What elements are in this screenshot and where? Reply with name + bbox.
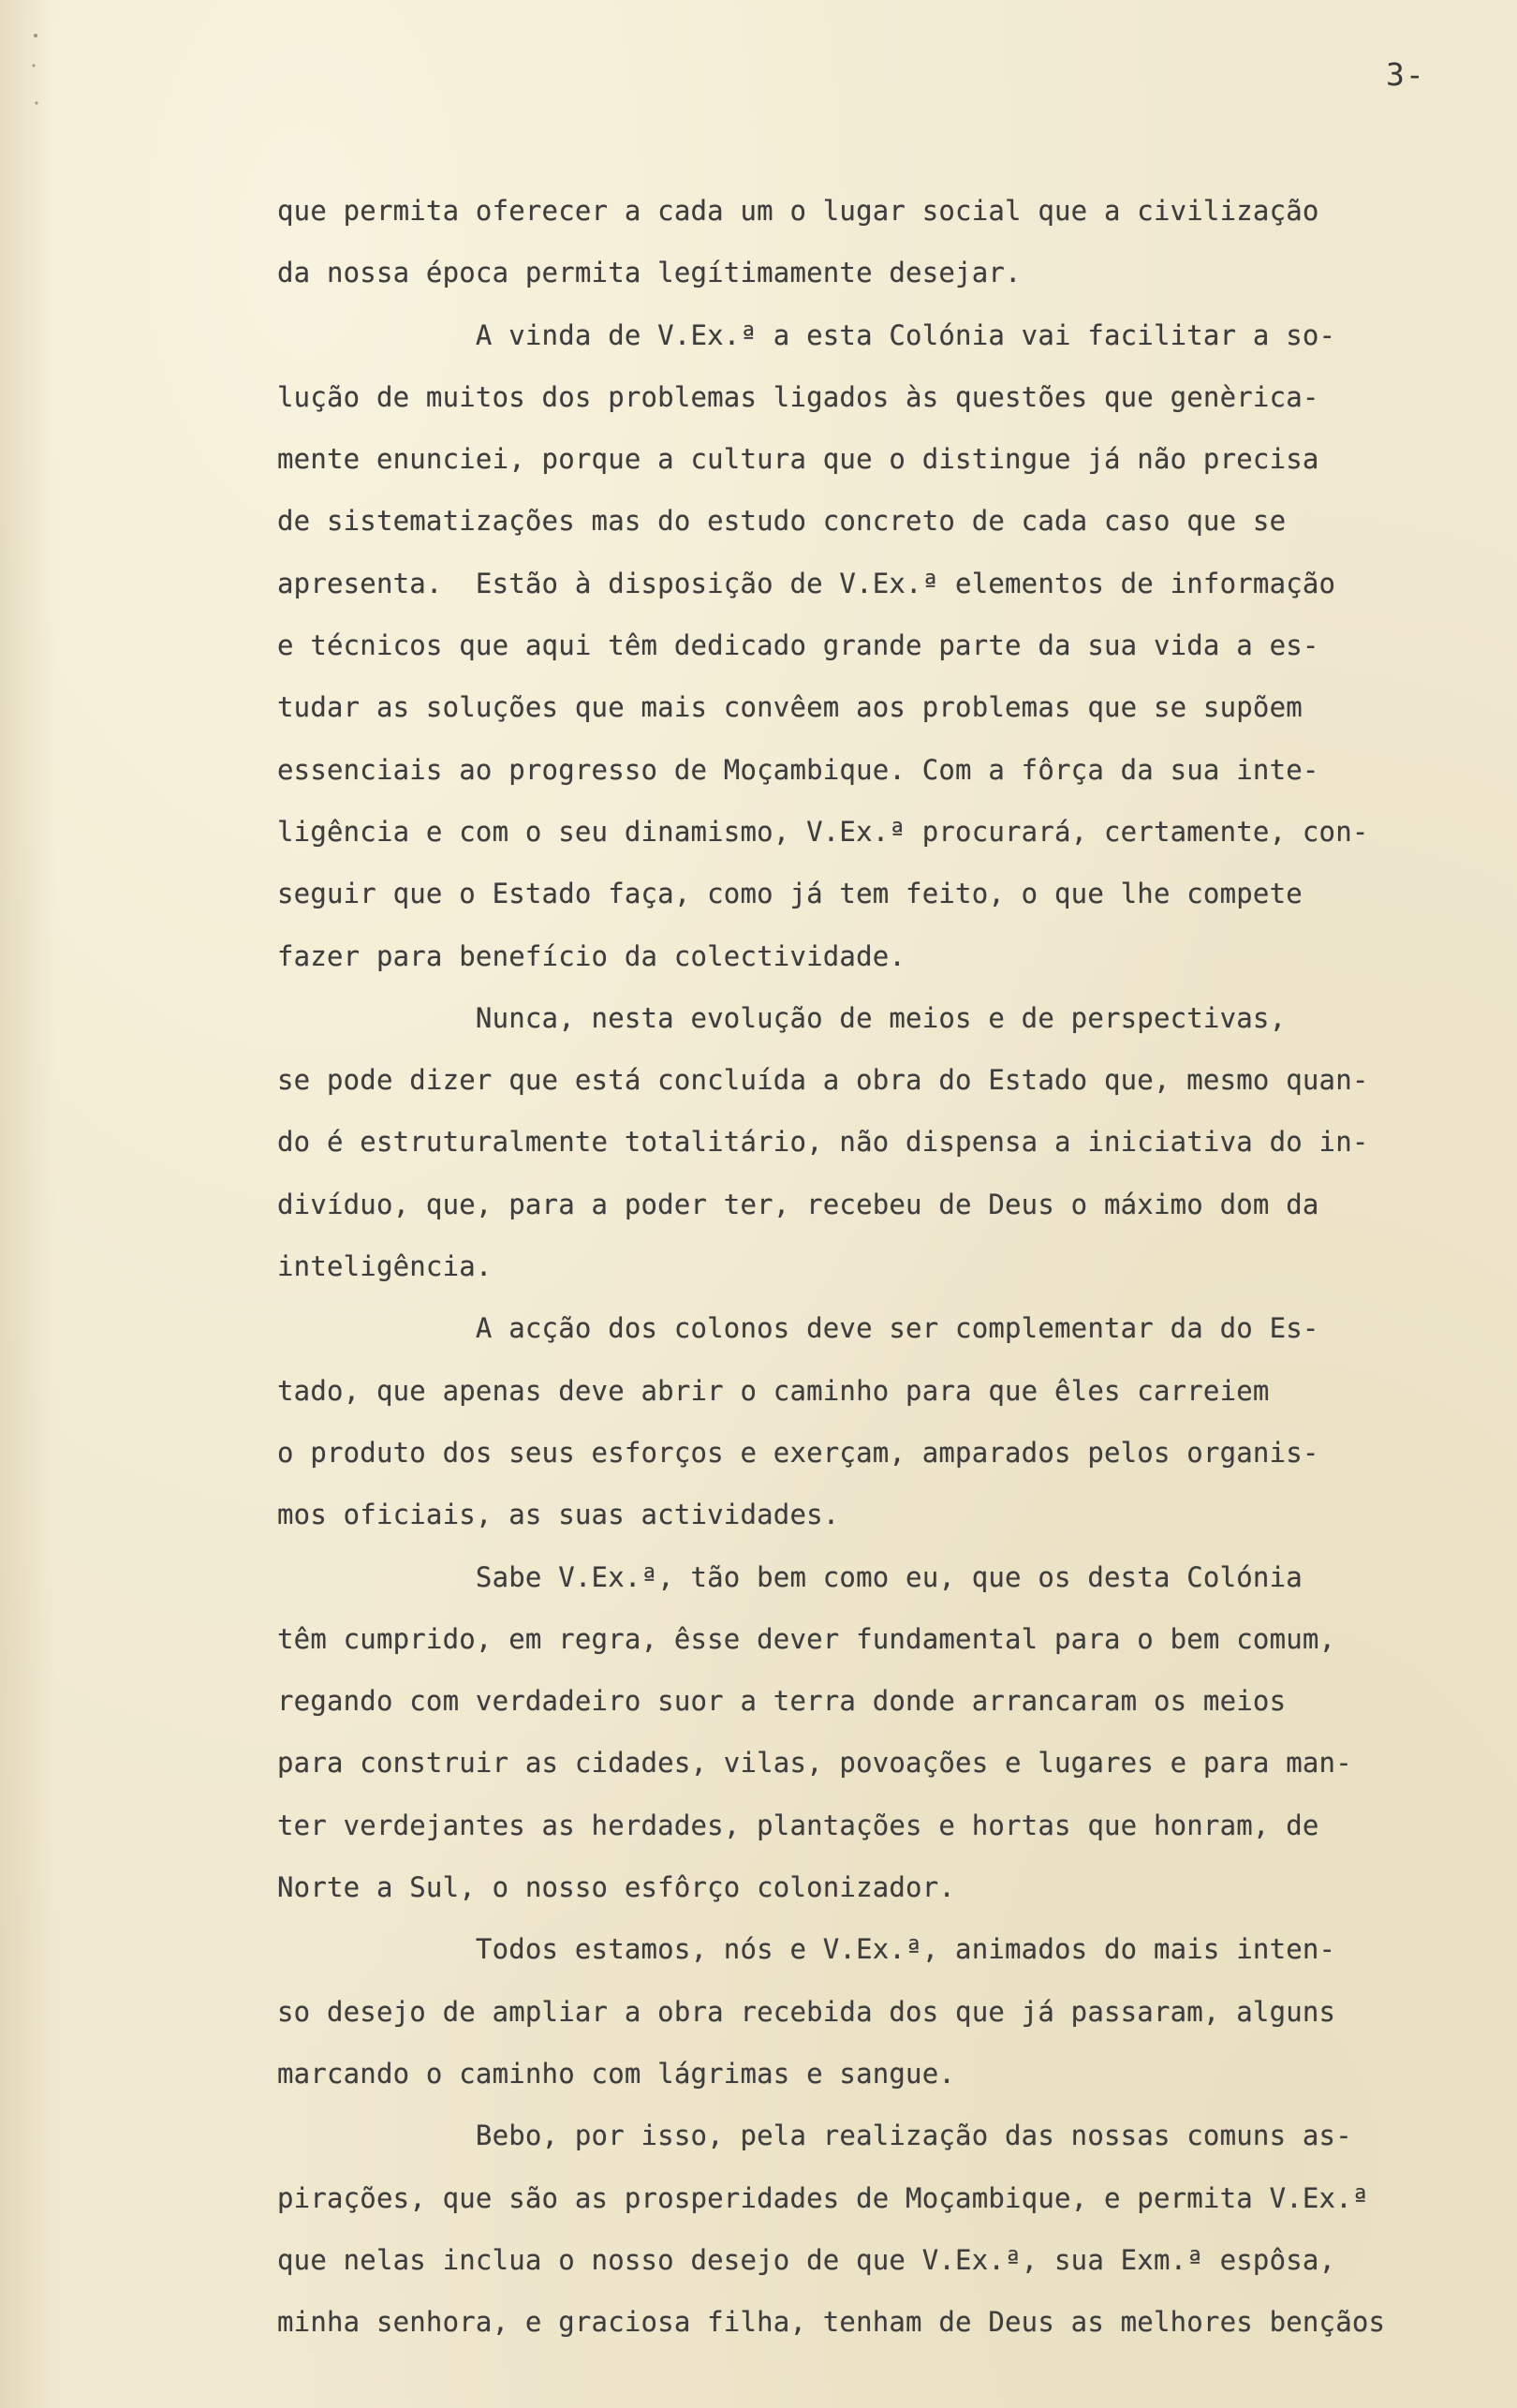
text-line: A acção dos colonos deve ser complementar da do Es- <box>277 1312 1319 1345</box>
text-line: mos oficiais, as suas actividades. <box>277 1499 840 1531</box>
text-line: Nunca, nesta evolução de meios e de perspectivas, <box>277 1001 1287 1034</box>
text-line: fazer para benefício da colectividade. <box>277 939 906 972</box>
text-line: pirações, que são as prosperidades de Moçambique, e permita V.Ex.ª <box>277 2181 1369 2214</box>
text-line: so desejo de ampliar a obra recebida dos que já passaram, alguns <box>277 1995 1336 2028</box>
text-line: Bebo, por isso, pela realização das nossas comuns as- <box>277 2120 1352 2152</box>
text-line: essenciais ao progresso de Moçambique. Com a fôrça da sua inte- <box>277 753 1319 786</box>
binding-mark <box>35 101 37 104</box>
text-line: Norte a Sul, o nosso esfôrço colonizador. <box>277 1871 956 1904</box>
binding-mark <box>34 34 37 37</box>
text-line: que nelas inclua o nosso desejo de que V.Ex.ª, sua Exm.ª espôsa, <box>277 2243 1336 2276</box>
typed-letter-body <box>277 180 1511 2353</box>
text-line: que permita oferecer a cada um o lugar social que a civilização <box>277 195 1319 227</box>
text-line: o produto dos seus esforços e exerçam, amparados pelos organis- <box>277 1436 1319 1469</box>
text-line: se pode dizer que está concluída a obra do Estado que, mesmo quan- <box>277 1064 1369 1097</box>
text-line: de sistematizações mas do estudo concreto de cada caso que se <box>277 505 1287 538</box>
text-line: regando com verdadeiro suor a terra donde arrancaram os meios <box>277 1685 1287 1718</box>
text-line: ligência e com o seu dinamismo, V.Ex.ª procurará, certamente, con- <box>277 815 1369 848</box>
binding-marks <box>28 28 47 131</box>
text-line: apresenta. Estão à disposição de V.Ex.ª elementos de informação <box>277 567 1336 599</box>
binding-mark <box>32 64 35 66</box>
text-line: Todos estamos, nós e V.Ex.ª, animados do mais inten- <box>277 1933 1336 1966</box>
text-line: da nossa época permita legítimamente desejar. <box>277 257 1022 289</box>
text-line: minha senhora, e graciosa filha, tenham de Deus as melhores bençãos <box>277 2306 1386 2339</box>
text-line: lução de muitos dos problemas ligados às questões que genèrica- <box>277 380 1319 413</box>
text-line: A vinda de V.Ex.ª a esta Colónia vai facilitar a so- <box>277 318 1336 351</box>
text-line: ter verdejantes as herdades, plantações e hortas que honram, de <box>277 1809 1319 1841</box>
text-line: mente enunciei, porque a cultura que o distingue já não precisa <box>277 443 1319 476</box>
text-line: Sabe V.Ex.ª, tão bem como eu, que os desta Colónia <box>277 1560 1303 1593</box>
text-line: tudar as soluções que mais convêem aos problemas que se supõem <box>277 691 1303 724</box>
text-line: divíduo, que, para a poder ter, recebeu de Deus o máximo dom da <box>277 1188 1319 1220</box>
text-line: marcando o caminho com lágrimas e sangue. <box>277 2057 956 2090</box>
text-line: para construir as cidades, vilas, povoações e lugares e para man- <box>277 1747 1352 1780</box>
text-line: têm cumprido, em regra, êsse dever fundamental para o bem comum, <box>277 1622 1336 1655</box>
page-edge-shadow <box>0 0 56 2408</box>
text-line: e técnicos que aqui têm dedicado grande parte da sua vida a es- <box>277 629 1319 662</box>
text-line: inteligência. <box>277 1250 493 1283</box>
text-line: seguir que o Estado faça, como já tem feito, o que lhe compete <box>277 878 1303 910</box>
text-line: tado, que apenas deve abrir o caminho para que êles carreiem <box>277 1374 1270 1407</box>
page-number: 3- <box>1386 56 1425 93</box>
text-line: do é estruturalmente totalitário, não dispensa a iniciativa do in- <box>277 1126 1369 1159</box>
